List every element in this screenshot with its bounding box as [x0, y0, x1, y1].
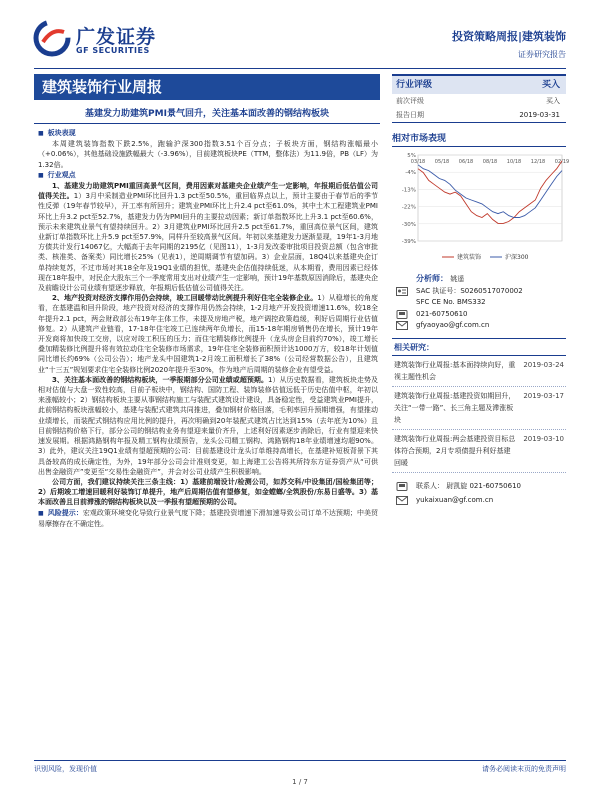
- email-icon: [396, 321, 408, 330]
- subtitle-divider: [34, 123, 380, 124]
- report-date-label: 报告日期: [396, 111, 424, 119]
- view-3-text: 1）从历史数据看，建筑板块走势及相对估值与大盘一致性较高，目前子板块中，钢结构、国防工程、装饰装修估值远低于历史估值中枢，年初以来涨幅较小；2）钢结构板块主要从事钢结构施工与装配式建筑设计建设，具备稳定性，受益建筑业PMI提升，此前钢结构板块涨幅较小，基建与装配式建筑共同推进，叠加钢材价格回落，毛利率回升预期增强，有望推动业绩增长，而装配式钢结构应用比例的提升，再次明确到20年装配式建筑占比达到15%（去年底为10%）且目前钢结构价格下行，部分公司的钢结构业务有望迎来量价齐升，上述利好因素逐步消除后，行业有望迎来快速发展期。根据鸿路钢构年报及精工钢构业绩预告，龙头公司精工钢构、鸿路钢构18年业绩增速均超90%。3）此外，建议关注19Q1业绩有望超预期的公司：目前基建设计龙头订单维持高增长，在基建补短板背景下其具备较高的成长确定性，为外，19年部分公司会计准则变更，如上海建工公告将其所持东方证券资产从“可供出售金融资产”变更至“交易性金融资产”，并会对公司业绩产生积极影响。: [38, 375, 378, 476]
- footer-divider: [34, 760, 566, 761]
- analyst-email-row: [392, 320, 566, 332]
- view-paragraph-3: [38, 375, 378, 477]
- legend-label: 建筑装饰: [457, 254, 482, 261]
- contact-block: [392, 479, 566, 507]
- gf-logo-icon: [34, 20, 70, 56]
- y-tick-label: -39%: [401, 239, 416, 245]
- report-date-row: [392, 108, 566, 122]
- x-tick-label: 03/18: [410, 159, 426, 165]
- analyst-sac: SAC 执证号：S0260517070002: [416, 286, 523, 295]
- rating-value: 买入: [541, 80, 560, 90]
- legend-label: 沪深300: [505, 254, 529, 261]
- analyst-name-row: [392, 273, 566, 286]
- report-date-value: 2019-03-31: [519, 111, 560, 119]
- contact-phone: 021-60750610: [469, 481, 521, 490]
- analyst-phone-row: [392, 309, 566, 321]
- view-paragraph-1: [38, 181, 378, 293]
- contact-email[interactable]: yukaixuan@gf.com.cn: [416, 495, 494, 504]
- id-card-icon: [396, 287, 408, 296]
- brand-logo: [34, 20, 184, 60]
- phone-icon: [396, 310, 408, 319]
- phone-icon: [396, 482, 408, 491]
- view-1-text: 1）3月中采制造业PMI环比回升1.3 pct至50.5%，重回临界点以上，预计主要由于春节后的季节性反弹（19年春节较早），开工率有所回升；建筑业PMI环比上升2.4 pct至61.0%，其中土木工程建筑业PMI环比上升3.2 pct至52.7%，基建发力仍为PMI回升的主要拉动因素；新订单指数环比上升3.1 pct至60.6%，预示未来建筑业景气有望持续回升。2）3月建筑业PMI环比回升2.5 pct至61.7%，重回高位景气区间，建筑业新订单指数环比上升5.9 pct至57.9%，同样升至较高景气区间。年初以来基建发力逐渐显现，19年1-3月地方债共计发行14067亿，大幅高于去年同期的2195亿（见图11），1-3月发改委审批项目投资总额（包含审批类、核准类、备案类）同比增长25%（见表1），逆周期调节有望加码。3）企业层面，18Q4以来基建央企订单持续复苏，不过市场对其18全年及19Q1业绩的担忧，基建央企估值持续低迷，从本期看，费用因素已经体现在18年报中，对民企大股东三个一季度常用支出对业绩产生一定影响，预计19年基数原因消除后，基建央企及前瞻设计公司业绩有望逐步释放，年报期后低估值公司值得关注。: [38, 192, 378, 293]
- analyst-sfc: SFC CE No. BMS332: [416, 298, 486, 306]
- analyst-name: 姚遥: [450, 275, 465, 283]
- x-tick-label: 10/18: [506, 159, 522, 165]
- section-market-performance: ■ 板块表现: [38, 128, 378, 139]
- plot-frame: [418, 155, 562, 241]
- x-tick-label: 06/18: [458, 159, 474, 165]
- y-tick-label: -30%: [401, 221, 416, 228]
- analyst-label: 分析师：: [416, 274, 448, 283]
- previous-rating-row: [392, 94, 566, 108]
- footer-slogan: 识别风险，发现价值: [34, 765, 97, 773]
- page-number: 1 / 7: [292, 778, 308, 786]
- chart-canvas: [392, 149, 570, 269]
- contact-email-row: [392, 493, 566, 507]
- risk-text: 宏观政策环境变化导致行业景气度下降；基建投资增速下滑加速导致公司订单不达预期；中美贸易摩擦存在不确定性。: [38, 508, 379, 528]
- analyst-email[interactable]: gfyaoyao@gf.com.cn: [416, 321, 490, 329]
- x-tick-label: 02/19: [554, 159, 570, 165]
- contact-phone-row: [392, 479, 566, 493]
- related-item-title: 建筑装饰行业周报:基建投资如期回升，关注“一带一路”、长三角主题及滞涨板块: [394, 391, 516, 424]
- report-type: 投资策略周报|建筑装饰: [451, 30, 566, 43]
- chart-section-title: 相对市场表现: [392, 131, 566, 147]
- y-tick-label: -13%: [401, 187, 416, 194]
- company-view: 公司方面，我们建议持续关注三条主线：1）基建前端设计/检测公司，如苏交科/中设集团/国检集团等；2）后期竣工增速回暖利好装饰订单提升，地产后周期估值有望修复，如金螳螂/全筑股份/东易日盛等。3）基本面改善且目前滞涨的钢结构板块以及一季报有望超预期的公司。: [38, 477, 378, 507]
- previous-rating-value: 买入: [546, 97, 560, 105]
- brand-name-en: GF SECURITIES: [76, 46, 150, 55]
- previous-rating-label: 前次评级: [396, 97, 424, 105]
- rating-label: 行业评级: [396, 80, 433, 90]
- related-research: [392, 338, 566, 473]
- report-subtitle: 基建发力助建筑PMI景气回升，关注基本面改善的钢结构板块: [85, 109, 329, 119]
- x-tick-label: 05/18: [434, 159, 450, 165]
- y-tick-label: 5%: [407, 153, 416, 159]
- contact-label: 联系人：: [416, 481, 444, 490]
- related-item-date: 2019-03-24: [523, 360, 564, 369]
- section-risk: ■ 风险提示：: [38, 509, 83, 517]
- market-performance-text: 本周建筑装饰指数下跌2.5%，跑输沪深300指数3.51个百分点；子板块方面，钢结构涨幅最小（+0.06%），其他基础设施跌幅最大（-3.96%），目前建筑板块PE（TTM，整体法）为11.9倍，PB（LF）为1.32倍。: [38, 140, 378, 169]
- y-tick-label: -22%: [401, 204, 416, 211]
- email-icon: [396, 496, 408, 505]
- view-2-text: 1）从稳增长的角度看，在基建温和回升阶段，地产投资对经济的支撑作用仍然会持续，1-2月地产开发投资增速11.6%，较18全年提升2.1 pct，两会财政部公布19年主体工作，未提及房地产税，地产调控政策趋缓，利好后周期行业估值修复。2）从建筑产业链看，17-18年住宅竣工已连续两年负增长，而15-18年期房销售仍在增长，预计19年开发商将加快竣工交房，以应对竣工积压的压力；而住宅精装修比例提升（龙头房企目前约70%），竣工增长叠加精装修比例提升将有效拉动住宅全装修市场需求，19年住宅全装修面积预计达1000万方，较18年计划值同比增长约69%（公司公告）；地产龙头中国建筑1-2月竣工面积增长了38%（公司经营数据公告），且建筑业“十三五”规划要求住宅全装修比例2020年提升至30%，作为地产后周期的装修企业有望受益。: [38, 294, 378, 374]
- header-divider: [34, 68, 566, 69]
- relative-performance-chart: [392, 149, 570, 269]
- view-3-lead: 3、关注基本面改善的钢结构板块，一季报期部分公司业绩或超预期。: [52, 375, 268, 384]
- brand-name-cn: 广发证券: [76, 26, 157, 48]
- department: 证券研究报告: [518, 50, 566, 59]
- related-item[interactable]: [392, 387, 566, 430]
- analyst-phone: 021-60750610: [416, 309, 468, 318]
- analyst-sac-row: [392, 286, 566, 298]
- related-item-title: 建筑装饰行业周报:基本面持续向好，重视主题性机会: [394, 360, 516, 381]
- footer-disclaimer: 请务必阅读末页的免责声明: [482, 765, 566, 773]
- series-line-1: [418, 165, 562, 218]
- related-item-title: 建筑装饰行业周报:两会基建投资目标总体符合预期，2月专项债提升利好基建回暖: [394, 434, 516, 467]
- main-body: [38, 128, 378, 529]
- related-item-date: 2019-03-17: [523, 391, 564, 400]
- rating-box: [392, 74, 566, 123]
- right-column: [392, 74, 570, 507]
- view-1-lead: 1、基建发力助建筑PMI重回高景气区间，费用因素对基建央企业绩产生一定影响，年报期后低估值公司值得关注。: [38, 182, 378, 201]
- related-item[interactable]: [392, 356, 566, 387]
- analyst-block: [392, 273, 566, 332]
- analyst-sfc-row: [392, 297, 566, 309]
- report-title: 建筑装饰行业周报: [34, 74, 380, 100]
- related-item-date: 2019-03-10: [523, 434, 564, 443]
- x-tick-label: 12/18: [530, 159, 546, 165]
- contact-name: 尉凯旋: [446, 481, 468, 490]
- related-item[interactable]: [392, 430, 566, 473]
- series-line-0: [418, 161, 562, 224]
- y-tick-label: -4%: [405, 170, 416, 177]
- related-research-title: 相关研究：: [392, 339, 566, 356]
- view-paragraph-2: [38, 293, 378, 375]
- report-header: [0, 0, 600, 70]
- rating-header: [392, 76, 566, 94]
- view-2-lead: 2、地产投资对经济支撑作用仍会持续，竣工回暖带动比例提升利好住宅全装修企业。: [52, 294, 318, 303]
- risk-paragraph: [38, 508, 378, 529]
- x-tick-label: 08/18: [482, 159, 498, 165]
- header-right: [452, 28, 566, 60]
- section-industry-view: ■ 行业观点: [38, 170, 378, 181]
